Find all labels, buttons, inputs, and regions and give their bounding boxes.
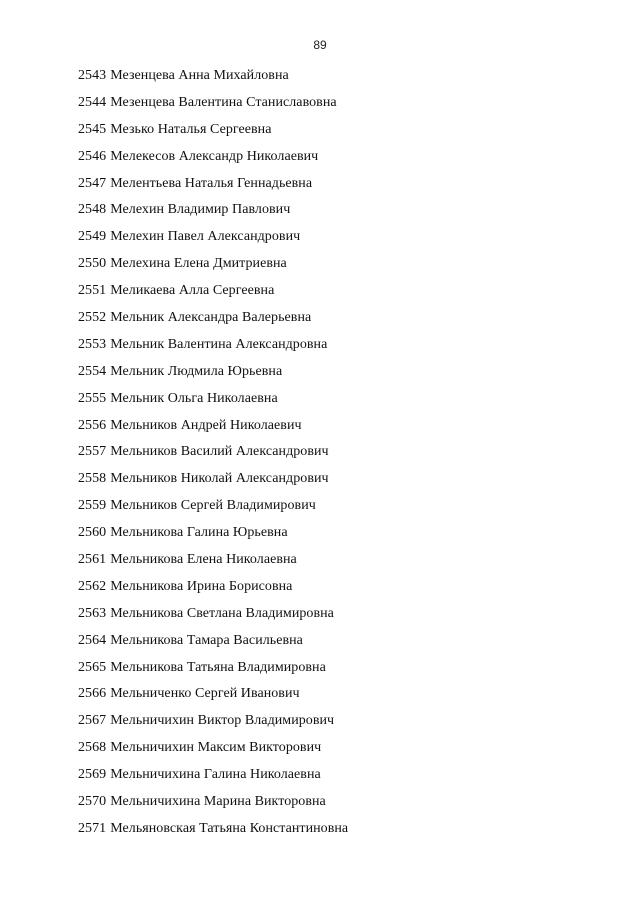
entry-name: Мелехин Владимир Павлович [110, 202, 291, 218]
entry-name: Мельникова Светлана Владимировна [110, 605, 334, 621]
entry-name: Мельниченко Сергей Иванович [110, 686, 300, 702]
list-item [78, 762, 348, 789]
list-item [78, 197, 348, 224]
list-item [78, 332, 348, 359]
entry-number: 2561 [78, 552, 107, 568]
entry-name: Мельников Сергей Владимирович [110, 498, 316, 514]
entry-name: Мельничихин Виктор Владимирович [110, 713, 335, 729]
list-item [78, 386, 348, 413]
entry-number: 2566 [78, 686, 107, 702]
list-item [78, 816, 348, 843]
list-item [78, 144, 348, 171]
entry-number: 2562 [78, 578, 107, 594]
list-item [78, 413, 348, 440]
entry-name: Мельник Александра Валерьевна [110, 310, 312, 326]
entry-name: Мельник Людмила Юрьевна [110, 363, 283, 379]
list-item [78, 547, 348, 574]
list-item [78, 735, 348, 762]
page-number: 89 [313, 38, 327, 52]
entry-name: Мельников Николай Александрович [110, 471, 329, 487]
entry-number: 2552 [78, 310, 107, 326]
entry-number: 2563 [78, 605, 107, 621]
entry-name: Мельничихина Галина Николаевна [110, 767, 321, 783]
list-item [78, 359, 348, 386]
entry-number: 2560 [78, 525, 107, 541]
list-item [78, 708, 348, 735]
list-item [78, 789, 348, 816]
entry-name: Мезенцева Анна Михайловна [110, 68, 289, 83]
entry-name: Мельникова Елена Николаевна [110, 552, 297, 568]
entry-name: Мезенцева Валентина Станиславовна [110, 94, 337, 110]
entry-number: 2549 [78, 229, 107, 245]
entry-number: 2558 [78, 471, 107, 487]
entry-name: Мельяновская Татьяна Константиновна [110, 820, 349, 836]
entry-number: 2555 [78, 390, 107, 406]
entry-number: 2543 [78, 68, 107, 83]
entry-name: Мелехин Павел Александрович [110, 229, 301, 245]
entry-number: 2546 [78, 148, 107, 164]
entry-number: 2567 [78, 713, 107, 729]
entry-name: Мельник Валентина Александровна [110, 336, 328, 352]
entry-number: 2553 [78, 336, 107, 352]
entry-number: 2564 [78, 632, 107, 648]
entry-name: Мельникова Ирина Борисовна [110, 578, 293, 594]
list-item [78, 305, 348, 332]
name-list [78, 63, 348, 843]
entry-number: 2556 [78, 417, 107, 433]
entry-number: 2559 [78, 498, 107, 514]
entry-name: Мельничихин Максим Викторович [110, 740, 322, 756]
entry-number: 2557 [78, 444, 107, 460]
entry-name: Меликаева Алла Сергеевна [110, 283, 275, 299]
entry-name: Мелентьева Наталья Геннадьевна [110, 175, 313, 191]
entry-number: 2547 [78, 175, 107, 191]
list-item [78, 520, 348, 547]
list-item [78, 224, 348, 251]
list-item [78, 628, 348, 655]
entry-name: Мельников Василий Александрович [110, 444, 329, 460]
list-item [78, 439, 348, 466]
list-item [78, 171, 348, 198]
list-item [78, 90, 348, 117]
list-item [78, 493, 348, 520]
list-item [78, 601, 348, 628]
entry-number: 2550 [78, 256, 107, 272]
list-item [78, 681, 348, 708]
list-item [78, 117, 348, 144]
list-item [78, 466, 348, 493]
entry-name: Мелекесов Александр Николаевич [110, 148, 319, 164]
entry-name: Мельник Ольга Николаевна [110, 390, 278, 406]
list-item [78, 574, 348, 601]
entry-name: Мельничихина Марина Викторовна [110, 794, 326, 810]
entry-name: Мезько Наталья Сергеевна [110, 121, 272, 137]
entry-number: 2569 [78, 767, 107, 783]
entry-number: 2551 [78, 283, 107, 299]
entry-number: 2548 [78, 202, 107, 218]
list-item [78, 63, 348, 90]
entry-name: Мельникова Татьяна Владимировна [110, 659, 326, 675]
entry-number: 2571 [78, 820, 107, 836]
entry-number: 2565 [78, 659, 107, 675]
entry-number: 2570 [78, 794, 107, 810]
entry-name: Мелехина Елена Дмитриевна [110, 256, 287, 272]
list-item [78, 278, 348, 305]
entry-number: 2568 [78, 740, 107, 756]
entry-number: 2554 [78, 363, 107, 379]
entry-name: Мельникова Тамара Васильевна [110, 632, 303, 648]
entry-name: Мельников Андрей Николаевич [110, 417, 302, 433]
entry-number: 2545 [78, 121, 107, 137]
list-item [78, 251, 348, 278]
list-item [78, 655, 348, 682]
entry-number: 2544 [78, 94, 107, 110]
entry-name: Мельникова Галина Юрьевна [110, 525, 288, 541]
